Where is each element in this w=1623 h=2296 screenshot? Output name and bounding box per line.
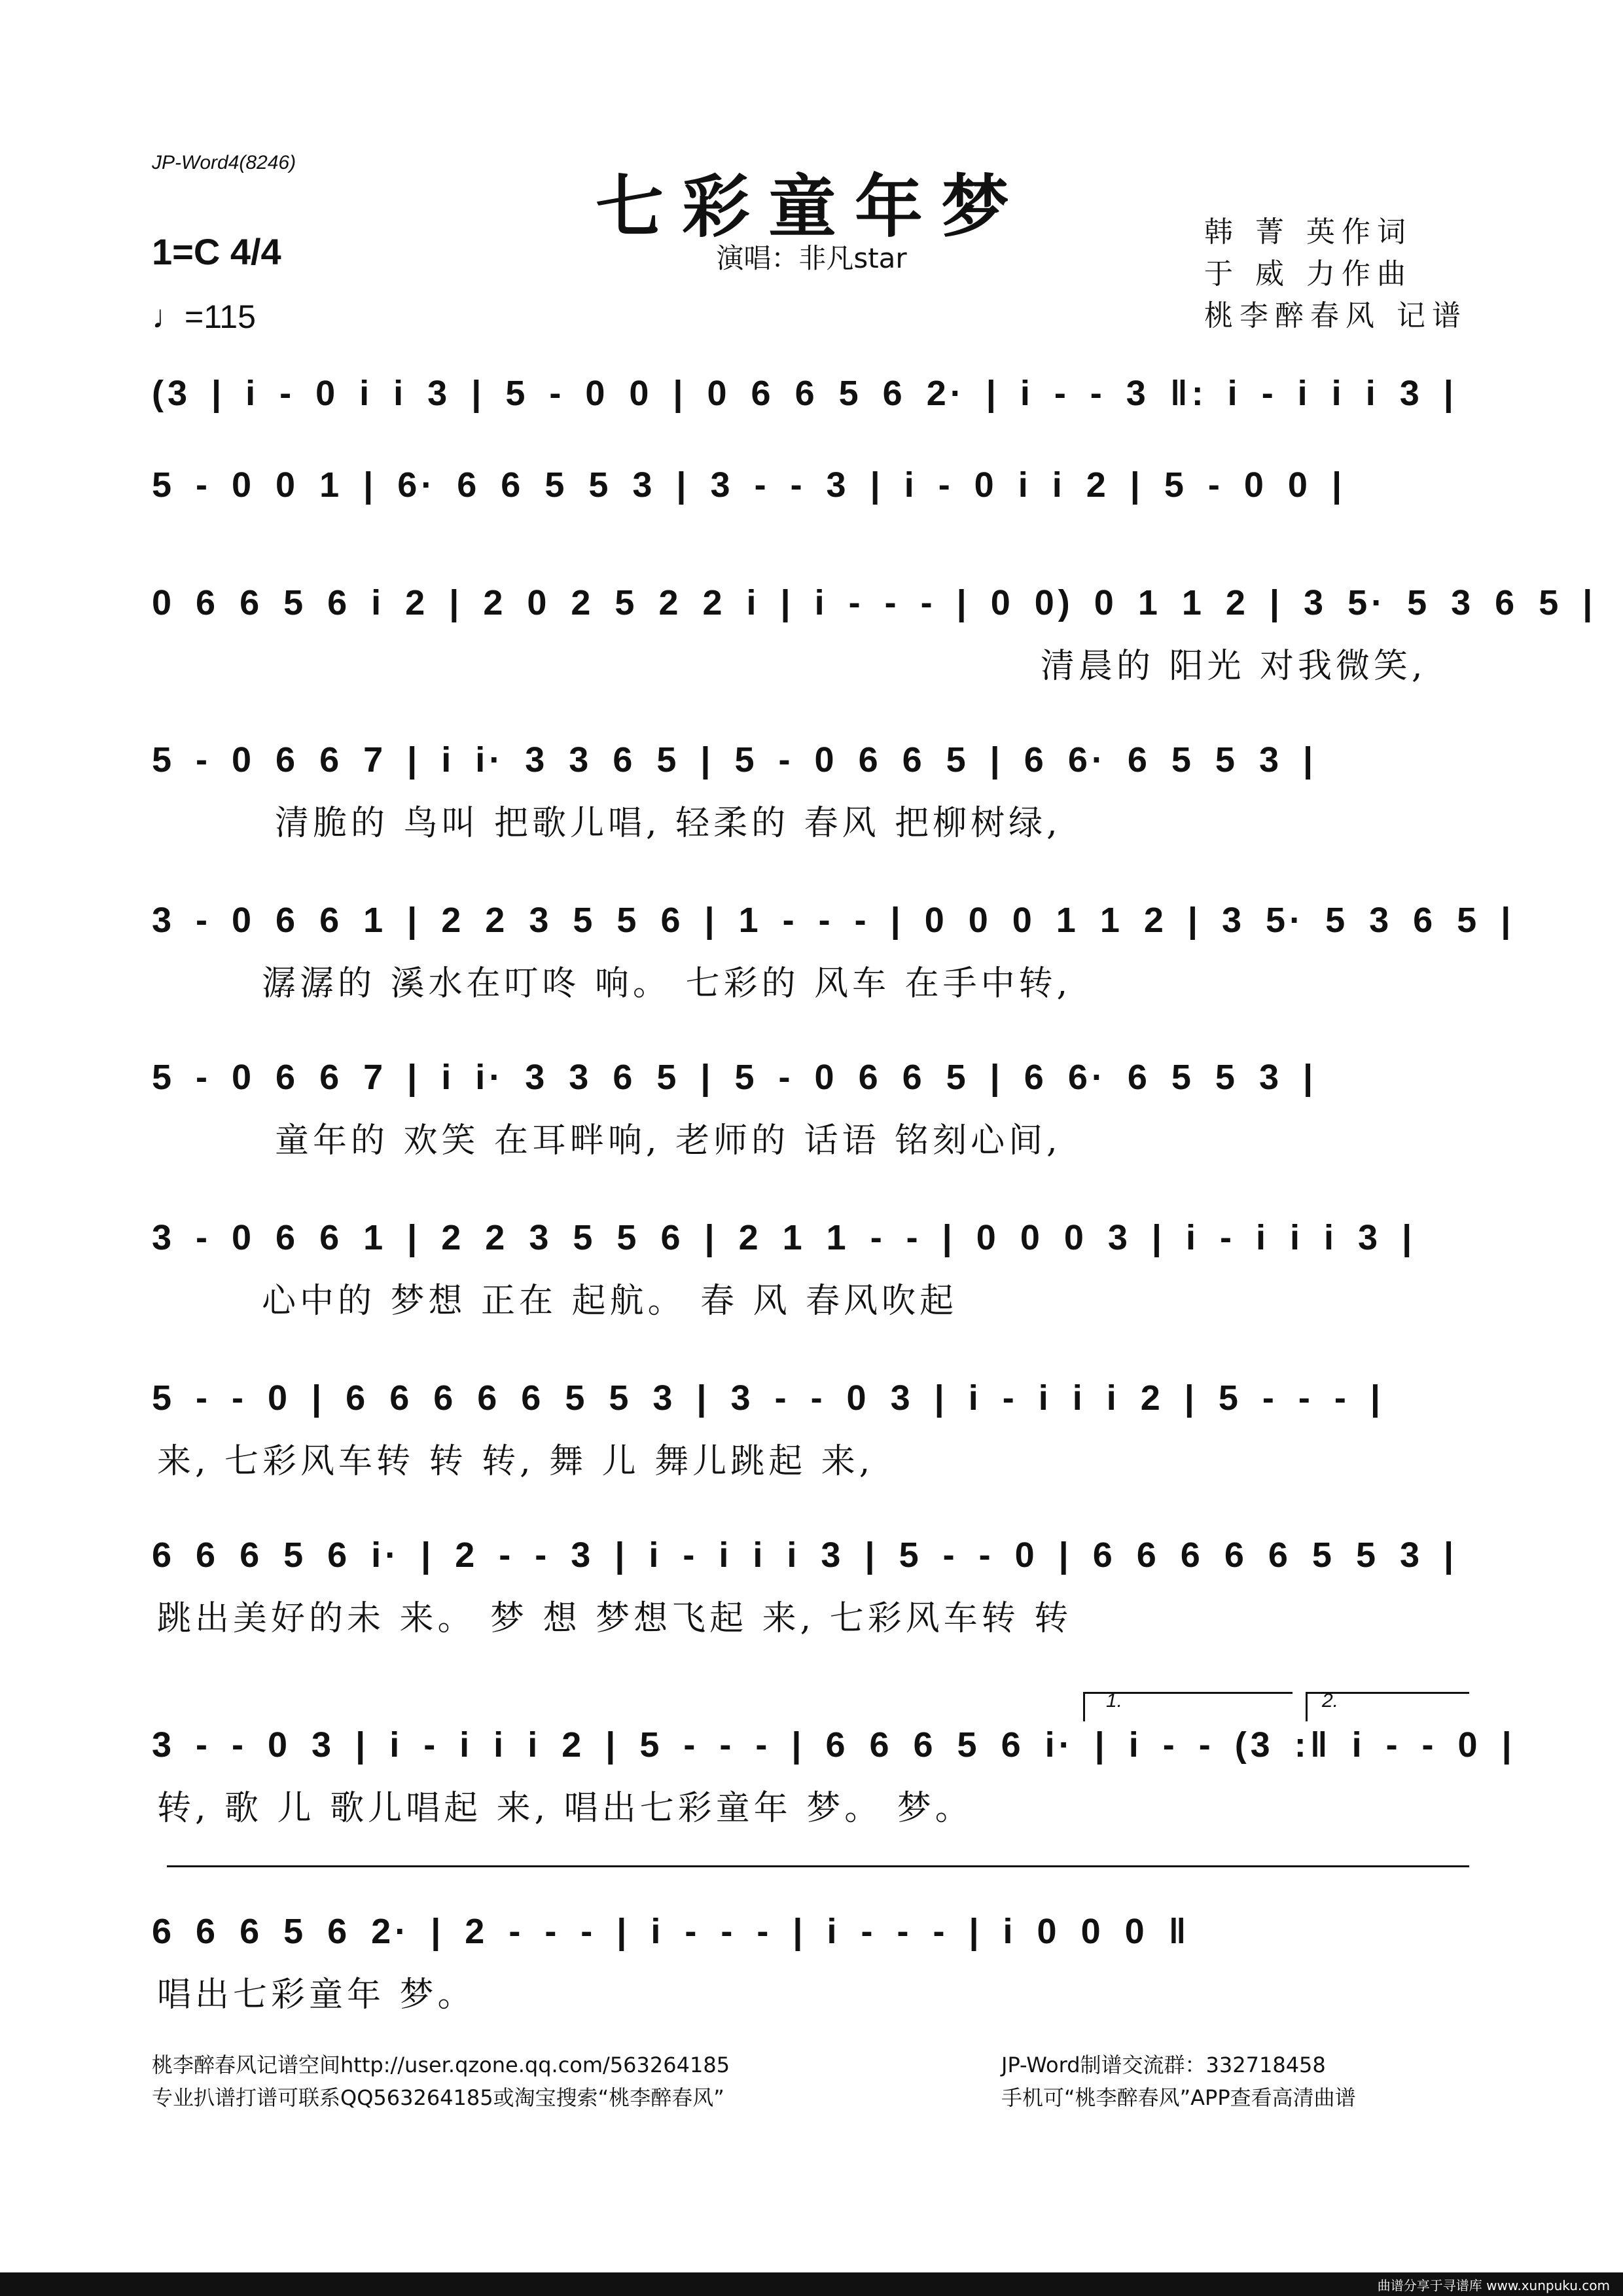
score-row-1-notes: (3 | i - 0 i i 3 | 5 - 0 0 | 0 6 6 5 6 2· | i - - 3 ‖: i - i i i 3 |: [152, 374, 1457, 413]
score-row-9-lyrics: 跳出美好的未 来。 梦 想 梦想飞起 来, 七彩风车转 转: [157, 1599, 1073, 1638]
score-row-8-lyrics: 来, 七彩风车转 转 转, 舞 儿 舞儿跳起 来,: [157, 1442, 874, 1481]
watermark: JP-Word4(8246): [152, 152, 296, 173]
score-row-5-lyrics: 潺潺的 溪水在叮咚 响。 七彩的 风车 在手中转,: [262, 964, 1072, 1003]
volta-2-bracket-edge: [1306, 1692, 1308, 1721]
footer-left-1: 桃李醉春风记谱空间http://user.qzone.qq.com/563264185: [152, 2053, 730, 2077]
score-row-3-notes: 0 6 6 5 6 i 2 | 2 0 2 5 2 2 i | i - - - | 0 0) 0 1 1 2 | 3 5· 5 3 6 5 |: [152, 583, 1597, 622]
footer-left-2: 专业扒谱打谱可联系QQ563264185或淘宝搜索“桃李醉春风”: [152, 2085, 724, 2110]
score-row-2-notes: 5 - 0 0 1 | 6· 6 6 5 5 3 | 3 - - 3 | i - 0 i i 2 | 5 - 0 0 |: [152, 465, 1346, 505]
footer-right-1: JP-Word制谱交流群：332718458: [1001, 2053, 1326, 2077]
key-signature: 1=C 4/4: [152, 231, 281, 272]
score-row-4-lyrics: 清脆的 鸟叫 把歌儿唱, 轻柔的 春风 把柳树绿,: [275, 804, 1061, 843]
lyricist: 韩 菁 英作词: [1204, 215, 1412, 249]
score-row-10-lyrics: 转, 歌 儿 歌儿唱起 来, 唱出七彩童年 梦。 梦。: [157, 1789, 973, 1828]
score-row-3-lyrics: 清晨的 阳光 对我微笑,: [1041, 647, 1427, 686]
score-row-5-notes: 3 - 0 6 6 1 | 2 2 3 5 5 6 | 1 - - - | 0 0 0 1 1 2 | 3 5· 5 3 6 5 |: [152, 901, 1515, 940]
score-row-11-lyrics: 唱出七彩童年 梦。: [157, 1975, 476, 2015]
score-row-6-lyrics: 童年的 欢笑 在耳畔响, 老师的 话语 铭刻心间,: [275, 1121, 1061, 1160]
singer: 演唱：非凡star: [716, 242, 907, 274]
transcriber: 桃李醉春风 记谱: [1204, 299, 1467, 332]
volta-2-label: 2.: [1322, 1690, 1339, 1712]
page-title: 七彩童年梦: [595, 166, 1027, 247]
score-row-9-notes: 6 6 6 5 6 i· | 2 - - 3 | i - i i i 3 | 5 - - 0 | 6 6 6 6 6 5 5 3 |: [152, 1535, 1458, 1575]
score-row-10-notes: 3 - - 0 3 | i - i i i 2 | 5 - - - | 6 6 6 5 6 i· | i - - (3 :‖ i - - 0 |: [152, 1725, 1516, 1765]
score-row-6-notes: 5 - 0 6 6 7 | i i· 3 3 6 5 | 5 - 0 6 6 5 | 6 6· 6 5 5 3 |: [152, 1058, 1317, 1097]
footer-right-2: 手机可“桃李醉春风”APP查看高清曲谱: [1001, 2085, 1356, 2110]
score-row-7-lyrics: 心中的 梦想 正在 起航。 春 风 春风吹起: [262, 1282, 958, 1321]
composer: 于 威 力作曲: [1204, 257, 1412, 291]
volta-1-label: 1.: [1106, 1690, 1123, 1712]
score-row-8-notes: 5 - - 0 | 6 6 6 6 6 5 5 3 | 3 - - 0 3 | i - i i i 2 | 5 - - - |: [152, 1378, 1384, 1418]
score-row-7-notes: 3 - 0 6 6 1 | 2 2 3 5 5 6 | 2 1 1 - - | 0 0 0 3 | i - i i i 3 |: [152, 1218, 1416, 1257]
score-row-4-notes: 5 - 0 6 6 7 | i i· 3 3 6 5 | 5 - 0 6 6 5 | 6 6· 6 5 5 3 |: [152, 740, 1317, 780]
score-row-11-notes: 6 6 6 5 6 2· | 2 - - - | i - - - | i - - - | i 0 0 0 ‖: [152, 1912, 1190, 1951]
footer-corner: 曲谱分享于寻谱库 www.xunpuku.com: [1377, 2278, 1610, 2293]
tempo-marking: ♩=115: [152, 298, 256, 335]
volta-1-bracket-edge: [1083, 1692, 1085, 1721]
coda-line: [167, 1865, 1469, 1867]
